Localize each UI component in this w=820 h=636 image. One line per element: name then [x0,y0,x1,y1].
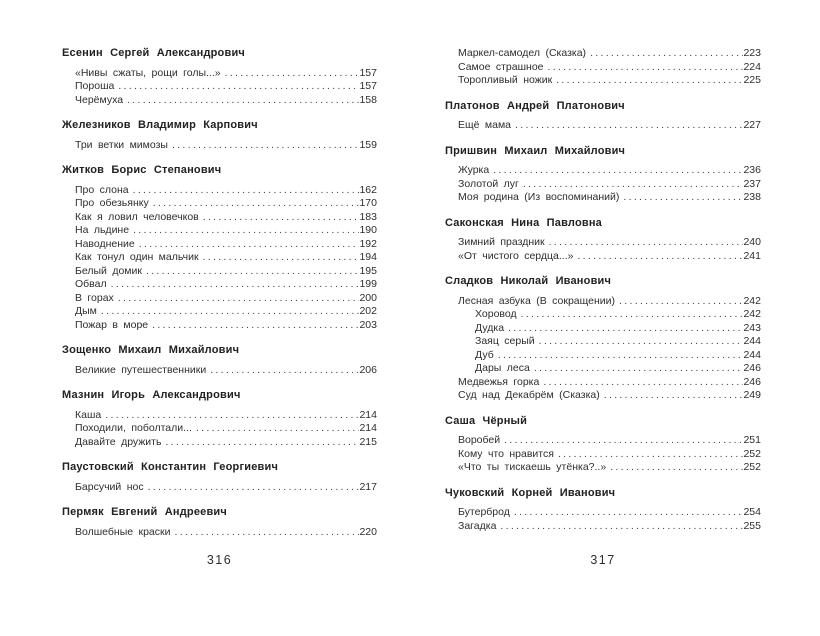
entry-page-number: 224 [743,60,761,73]
entry-page-number: 220 [359,525,377,538]
entry-title: «От чистого сердца...» [458,249,574,262]
dot-leader [139,238,360,252]
dot-leader [174,526,359,540]
entry-page-number: 162 [359,183,377,196]
entry-page-number: 199 [359,278,377,290]
dot-leader [172,139,360,153]
dot-leader [508,322,743,336]
toc-page-right [445,47,761,533]
entry-page-number: 223 [743,47,761,59]
toc-section [445,487,761,534]
dot-leader [146,265,359,279]
author-heading: Пришвин Михаил Михайлович [445,144,626,157]
dot-leader [504,434,743,448]
toc-section [445,47,761,88]
toc-section [62,389,377,449]
entry-title: Моя родина (Из воспоминаний) [458,191,620,203]
entry-page-number: 244 [743,335,761,347]
dot-leader [101,305,360,319]
toc-entry [62,278,377,292]
toc-entry [445,434,761,448]
entry-title: Медвежья горка [458,375,540,388]
dot-leader [196,422,360,436]
toc-entry [445,389,761,403]
dot-leader [521,308,744,322]
entry-page-number: 240 [743,236,761,248]
toc-entry [445,335,761,349]
entry-title: Лесная азбука (В сокращении) [458,294,616,307]
entry-page-number: 214 [359,422,377,434]
entry-page-number: 183 [359,210,377,223]
entry-page-number: 227 [743,119,761,131]
toc-entry [62,184,377,198]
entry-page-number: 159 [359,138,377,151]
dot-leader [118,292,360,306]
toc-section [445,100,761,133]
toc-entry [445,61,761,75]
toc-entry [445,295,761,309]
toc-entry [62,319,377,333]
dot-leader [210,364,359,378]
toc-entry [445,236,761,250]
toc-entry [445,47,761,61]
toc-entry [62,80,377,94]
dot-leader [548,61,744,75]
toc-entry [62,305,377,319]
entry-title: Суд над Декабрём (Сказка) [458,389,600,401]
entry-title: Торопливый ножик [458,74,553,86]
toc-entry [445,376,761,390]
page-number-right: 317 [590,553,616,567]
toc-entry [445,520,761,534]
entry-page-number: 244 [743,348,761,361]
toc-entry [445,448,761,462]
entry-title: Как я ловил человечков [75,210,199,223]
toc-section [62,344,377,377]
dot-leader [133,224,359,238]
entry-page-number: 170 [359,197,377,209]
entry-page-number: 252 [743,461,761,473]
entry-page-number: 194 [359,251,377,263]
dot-leader [590,47,743,61]
toc-entry [62,422,377,436]
entry-page-number: 215 [359,435,377,448]
entry-page-number: 252 [743,447,761,460]
author-heading: Саконская Нина Павловна [445,216,602,229]
author-heading: Пермяк Евгений Андреевич [62,506,227,518]
toc-entry [62,409,377,423]
entry-page-number: 241 [743,249,761,262]
dot-leader [148,481,360,495]
entry-title: «Что ты тискаешь утёнка?..» [458,461,607,473]
toc-entry [445,461,761,475]
toc-section [62,506,377,539]
entry-title: Барсучий нос [75,480,144,493]
entry-title: Дым [75,305,97,317]
toc-entry [62,292,377,306]
entry-page-number: 225 [743,74,761,86]
entry-title: Пожар в море [75,318,149,331]
dot-leader [577,250,743,264]
dot-leader [498,349,744,363]
dot-leader [515,119,743,133]
toc-entry [445,506,761,520]
entry-page-number: 200 [359,291,377,304]
author-heading: Платонов Андрей Платонович [445,99,625,112]
dot-leader [556,74,743,88]
dot-leader [539,335,744,349]
entry-title: Волшебные краски [75,525,171,538]
entry-title: Дуб [475,348,494,361]
entry-title: В горах [75,291,114,304]
entry-page-number: 254 [743,506,761,518]
author-heading: Паустовский Константин Георгиевич [62,461,279,473]
entry-page-number: 214 [359,408,377,421]
dot-leader [604,389,744,403]
toc-entry [445,164,761,178]
toc-entry [62,197,377,211]
toc-entry [62,139,377,153]
dot-leader [558,448,744,462]
author-heading: Железников Владимир Карпович [62,119,258,131]
entry-page-number: 202 [359,305,377,317]
toc-entry [62,224,377,238]
entry-page-number: 255 [743,519,761,532]
entry-page-number: 251 [743,434,761,446]
entry-title: Белый домик [75,264,142,277]
toc-entry [445,349,761,363]
toc-entry [62,67,377,81]
entry-page-number: 242 [743,294,761,307]
entry-page-number: 237 [743,177,761,190]
author-heading: Есенин Сергей Александрович [62,47,245,59]
dot-leader [549,236,744,250]
dot-leader [493,164,743,178]
toc-entry [445,178,761,192]
toc-entry [62,211,377,225]
entry-title: Наводнение [75,237,135,250]
entry-title: Дудка [475,321,505,334]
author-heading: Зощенко Михаил Михайлович [62,344,240,356]
toc-entry [445,250,761,264]
entry-page-number: 157 [359,80,377,92]
entry-page-number: 190 [359,224,377,236]
toc-entry [62,436,377,450]
entry-title: Про слона [75,183,129,196]
entry-page-number: 242 [743,308,761,320]
toc-entry [445,74,761,88]
dot-leader [111,278,360,292]
author-heading: Мазнин Игорь Александрович [62,389,241,401]
entry-page-number: 243 [743,321,761,334]
author-heading: Саша Чёрный [445,414,528,427]
entry-page-number: 249 [743,389,761,401]
entry-title: Пороша [75,80,115,92]
entry-title: Дары леса [475,362,530,374]
entry-page-number: 236 [743,164,761,176]
entry-title: Про обезьянку [75,197,149,209]
dot-leader [127,94,359,108]
toc-section [445,275,761,403]
toc-section [445,415,761,475]
entry-page-number: 217 [359,480,377,493]
entry-title: На льдине [75,224,130,236]
entry-title: Черёмуха [75,93,124,106]
entry-title: Маркел-самодел (Сказка) [458,47,587,59]
dot-leader [203,251,360,265]
entry-title: Загадка [458,519,497,532]
toc-entry [445,362,761,376]
entry-title: Хоровод [475,308,517,320]
toc-page-left [62,47,377,539]
entry-title: Как тонул один мальчик [75,251,199,263]
dot-leader [165,436,359,450]
entry-page-number: 192 [359,237,377,250]
dot-leader [523,178,744,192]
dot-leader [623,191,743,205]
entry-title: Великие путешественники [75,363,207,376]
entry-title: Походили, поболтали... [75,422,192,434]
entry-page-number: 157 [359,66,377,79]
toc-entry [62,364,377,378]
dot-leader [133,184,360,198]
entry-page-number: 246 [743,375,761,388]
dot-leader [225,67,360,81]
toc-entry [62,238,377,252]
entry-page-number: 195 [359,264,377,277]
entry-title: Воробей [458,434,501,446]
toc-entry [62,526,377,540]
entry-title: Кому что нравится [458,447,554,460]
entry-page-number: 158 [359,93,377,106]
entry-title: Зимний праздник [458,236,545,248]
dot-leader [610,461,743,475]
dot-leader [514,506,744,520]
toc-entry [445,119,761,133]
toc-entry [62,481,377,495]
entry-page-number: 206 [359,363,377,376]
toc-section [445,217,761,264]
toc-section [62,164,377,332]
entry-title: «Нивы сжаты, рощи голы...» [75,66,221,79]
toc-entry [445,322,761,336]
dot-leader [543,376,743,390]
entry-title: Заяц серый [475,335,535,347]
entry-title: Обвал [75,278,107,290]
dot-leader [118,80,359,94]
dot-leader [534,362,744,376]
dot-leader [500,520,743,534]
toc-entry [445,191,761,205]
entry-page-number: 203 [359,318,377,331]
dot-leader [203,211,360,225]
entry-page-number: 246 [743,362,761,374]
toc-entry [445,308,761,322]
entry-title: Три ветки мимозы [75,138,168,151]
toc-section [62,47,377,107]
author-heading: Чуковский Корней Иванович [445,486,616,499]
dot-leader [619,295,743,309]
dot-leader [152,319,359,333]
entry-title: Журка [458,164,490,176]
entry-title: Золотой луг [458,177,519,190]
toc-section [62,119,377,152]
author-heading: Сладков Николай Иванович [445,275,612,287]
toc-section [445,145,761,205]
page-number-left: 316 [206,553,233,567]
entry-title: Бутерброд [458,506,510,518]
entry-title: Давайте дружить [75,435,162,448]
dot-leader [153,197,360,211]
entry-title: Каша [75,408,102,421]
toc-entry [62,94,377,108]
entry-title: Ещё мама [458,119,512,131]
entry-title: Самое страшное [458,60,544,73]
toc-entry [62,265,377,279]
toc-section [62,461,377,494]
author-heading: Житков Борис Степанович [62,164,222,176]
toc-entry [62,251,377,265]
entry-page-number: 238 [743,191,761,203]
dot-leader [105,409,359,423]
